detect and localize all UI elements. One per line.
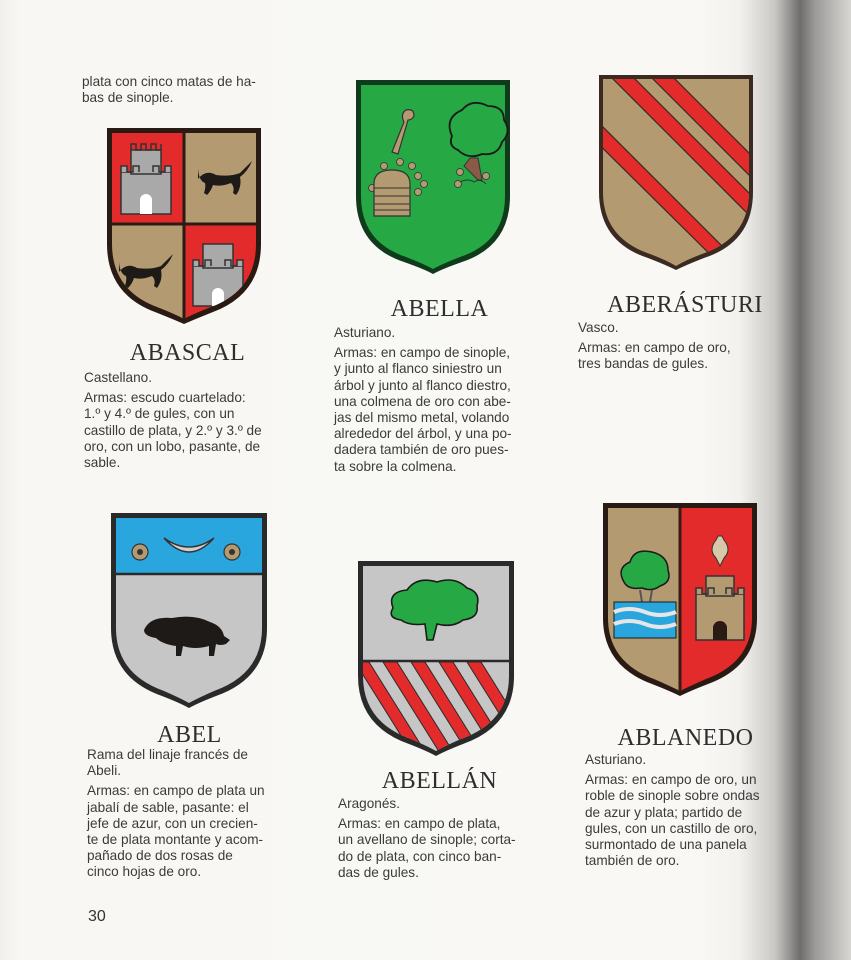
- text-line: y junto al flanco siniestro un: [334, 361, 502, 377]
- text-line: castillo de plata, y 2.º y 3.º de: [84, 422, 262, 438]
- text-line: te de plata montante y acom-: [87, 832, 264, 848]
- text-line: dadera también de oro pues-: [334, 442, 509, 458]
- entry-title: ABERÁSTURI: [607, 292, 763, 318]
- text-line: ta sobre la colmena.: [334, 458, 457, 474]
- entry-title: ABASCAL: [129, 340, 246, 366]
- text-line: también de oro.: [585, 853, 680, 869]
- entry-origin: Vasco.: [578, 320, 619, 335]
- entry-ablanedo-text: [585, 752, 793, 869]
- text-line: 1.º y 4.º de gules, con un: [84, 406, 235, 422]
- entry-abella-text: [334, 325, 542, 475]
- abella-coat-of-arms: [352, 76, 514, 276]
- text-line: Armas: en campo de oro,: [578, 340, 731, 356]
- continued-text: [82, 74, 292, 106]
- text-line: jas del mismo metal, volando: [334, 410, 510, 426]
- entry-title: ABLANEDO: [617, 725, 754, 751]
- page-number: 30: [88, 908, 106, 925]
- text-line: surmontado de una panela: [585, 837, 747, 853]
- abellan-coat-of-arms: [355, 558, 517, 758]
- text-line: cinco hojas de oro.: [87, 864, 202, 880]
- text-line: jabalí de sable, pasante: el: [87, 799, 249, 815]
- entry-abel-text: [87, 747, 295, 881]
- aberasturi-coat-of-arms: [596, 72, 756, 272]
- text-line: gules, con un castillo de oro,: [585, 820, 758, 836]
- text-line: de azur y plata; partido de: [585, 804, 743, 820]
- entry-origin: Asturiano.: [334, 325, 396, 340]
- entry-title: ABELLA: [390, 296, 489, 322]
- text-line: Armas: en campo de plata un: [87, 783, 265, 799]
- entry-origin: Asturiano.: [585, 752, 647, 767]
- entry-origin: Rama del linaje francés de: [87, 747, 248, 762]
- text-line: tres bandas de gules.: [578, 356, 708, 372]
- text-line: alrededor del árbol, y una po-: [334, 426, 512, 442]
- entry-origin: Abeli.: [87, 763, 122, 779]
- entry-origin: Aragonés.: [338, 796, 400, 811]
- rose-icon: [132, 544, 148, 560]
- abel-coat-of-arms: [108, 510, 270, 710]
- entry-aberasturi-text: [578, 320, 786, 373]
- text-line: das de gules.: [338, 864, 419, 880]
- text-line: jefe de azur, con un crecien-: [87, 815, 258, 831]
- text-line: bas de sinople.: [82, 90, 174, 106]
- entry-abascal-text: [84, 370, 292, 471]
- text-line: oro, con un lobo, pasante, de: [84, 438, 261, 454]
- text-line: árbol y junto al flanco diestro,: [334, 377, 511, 393]
- entry-origin: Castellano.: [84, 370, 153, 385]
- entry-abellan-text: [338, 796, 546, 881]
- text-line: una colmena de oro con abe-: [334, 393, 511, 409]
- entry-title: ABELLÁN: [381, 768, 498, 794]
- text-line: Armas: en campo de sinople,: [334, 345, 511, 361]
- text-line: un avellano de sinople; corta-: [338, 832, 516, 848]
- abascal-coat-of-arms: [103, 124, 265, 326]
- ablanedo-coat-of-arms: [600, 500, 760, 698]
- text-line: roble de sinople sobre ondas: [585, 788, 760, 804]
- text-line: pañado de dos rosas de: [87, 848, 233, 864]
- text-line: plata con cinco matas de ha-: [82, 74, 256, 89]
- text-line: Armas: escudo cuartelado:: [84, 390, 246, 406]
- text-line: Armas: en campo de plata,: [338, 816, 501, 832]
- text-line: Armas: en campo de oro, un: [585, 772, 757, 788]
- text-line: sable.: [84, 455, 121, 471]
- rose-icon: [224, 544, 240, 560]
- text-line: do de plata, con cinco ban-: [338, 848, 502, 864]
- entry-title: ABEL: [157, 722, 222, 748]
